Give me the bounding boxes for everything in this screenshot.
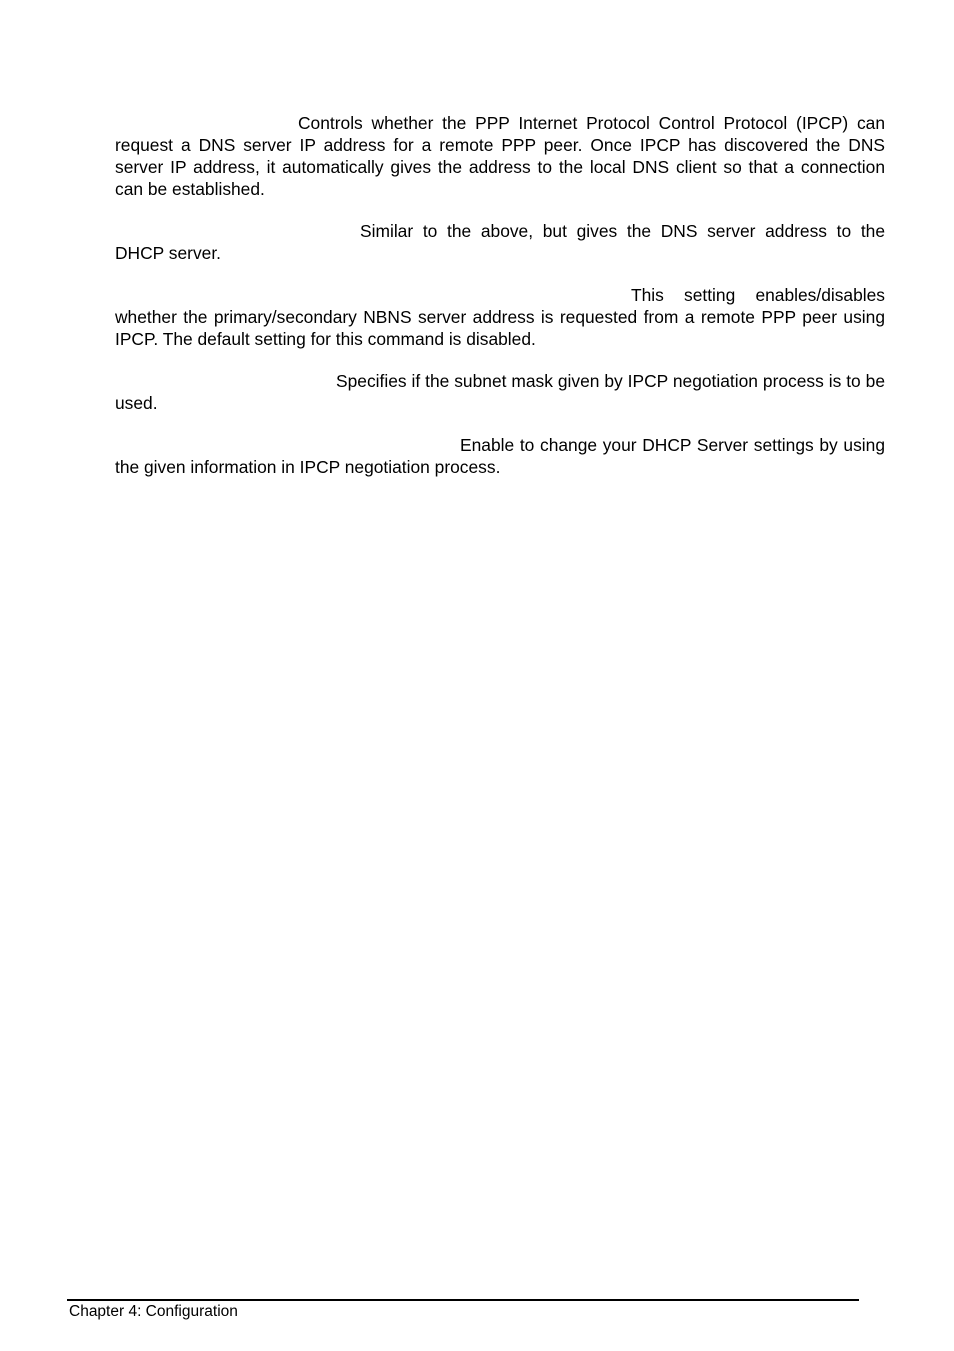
dhcp-server-settings-description [115, 434, 885, 478]
paragraph-text: Specifies if the subnet mask given by IPCP negotiation process is to be used. [115, 371, 885, 413]
dhcp-dns-description [115, 220, 885, 264]
paragraph-text: Controls whether the PPP Internet Protocol Control Protocol (IPCP) can request a DNS server IP address for a remote PPP peer. Once IPCP has discovered the DNS server IP address, it automatically gives the address to the local DNS client so that a connection can be established. [115, 113, 885, 199]
footer-chapter-label: Chapter 4: Configuration [69, 1303, 238, 1320]
subnet-mask-description [115, 370, 885, 414]
paragraph-text: Enable to change your DHCP Server settings by using the given information in IPCP negotiation process. [115, 435, 885, 477]
nbns-description [115, 284, 885, 350]
ipcp-dns-description [115, 112, 885, 200]
paragraph-text: Similar to the above, but gives the DNS server address to the DHCP server. [115, 221, 885, 263]
footer-divider [67, 1299, 859, 1301]
document-body [115, 112, 885, 498]
paragraph-text: This setting enables/disables whether the primary/secondary NBNS server address is requested from a remote PPP peer using IPCP. The default setting for this command is disabled. [115, 285, 885, 349]
